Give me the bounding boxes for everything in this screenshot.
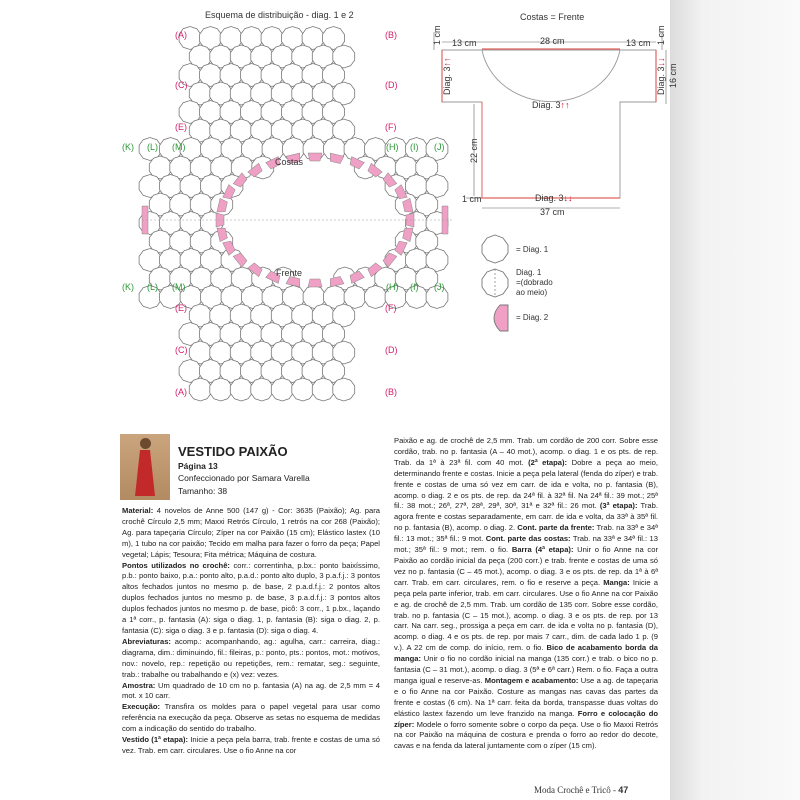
motif-cell [210,378,232,401]
diagram-marker-m: (M) [172,282,186,292]
motif-cell [230,378,252,401]
arrow-down-icon: ↓↓ [656,57,666,67]
motif-cell [189,378,211,401]
page-footer [534,785,628,795]
back-schematic [430,20,670,220]
legend-diag2-symbol [494,305,508,331]
arrow-down-icon: ↓↓ [563,193,573,203]
diagram-marker-j: (J) [434,282,445,292]
diagram-title: Esquema de distribuição - diag. 1 e 2 [205,10,354,20]
measure-1cm-bottom: 1 cm [462,194,482,204]
diagram-marker-k: (K) [122,142,134,152]
instructions-left-column [122,506,380,757]
diagram-label-back: Costas [275,157,304,167]
measure-1cm-left: 1 cm [432,25,442,45]
abbreviations-paragraph: Abreviaturas: acomp.: acompanhando, ag.: agulha, carr.: carreira, diag.: diagrama, dim.: diminuindo, fil.: fileiras, p.: ponto, pts.: pontos, mot.: motivos, nov.: novelo, rep.: repetição ou repetições, rem.: rematar, seg.: seguinte, trab.: trabalhe ou trabalhando e (x) vez: vezes. [122,636,380,679]
execution-paragraph: Execução: Transfira os moldes para o papel vegetal para usar como referência na execução da peça. Observe as setas no esquema de medidas com a indicação do sentido do trabalho. [122,702,380,734]
diag3-right-label: Diag. 3↓↓ [656,57,666,95]
diagram-marker-l: (L) [147,282,158,292]
motif-cell [292,378,314,401]
right-column-text: Paixão e ag. de crochê de 2,5 mm. Trab. um cordão de 200 corr. Sobre esse cordão, trab. no p. fantasia (A – 40 mot.), acomp. o diag. 1 e os pts. de rep. Trab. da 1ª à 23ª fil. com 40 mot. (2ª etapa): Dobre a peça ao meio, determinando frente e costas. Inicie a peça pela lateral (fenda do zíper) e trab. frente e costas de uma só vez em carr. de ida e volta, no p. fantasia (B), acomp. o diag. 2 e os pts. de rep. da 24ª fil. à 32ª fil. Na 24ª fil.: 39 mot.; 25ª fil.: 38 mot.; 26ª, 27ª, 28ª, 29ª, 30ª, 31ª e 32ª fil.: 26 mot. (3ª etapa): Trab. agora frente e costas separadamente, em carr. de ida e volta, da 33ª à 35ª fil. no p. fantasia (B), acomp. o diag. 2. Cont. parte da frente: Trab. na 33ª e 34ª fil.: 13 mot.; 35ª fil.: 9 mot. Cont. parte das costas: Trab. na 33ª e 34ª fil.: 13 mot.; 35ª fil.: 9 mot.; rem. o fio. Barra (4ª etapa): Unir o fio Anne na cor Paixão ao cordão inicial da peça (200 corr.) e trab. frente e costas de uma só vez no p. fantasia (C – 45 mot.), acomp. o diag. 3 e os pts. de rep. da 1ª à 6ª carr. Trab. em carr. circulares, rem. o fio e reserve a peça. Manga: Inicie a peça pela parte inferior, trab. em carr. circulares. Use o fio Anne na cor Paixão e ag. de crochê de 2,5 mm. Trab. um cordão de 135 corr. Sobre esse cordão, trab. no p. fantasia (C – 15 mot.), acomp. o diag. 3 e os pts. de rep. por 13 carr. Na carr. seg., prossiga a peça em carr. de ida e volta no p. fantasia (D), acomp. o diag. 4 e os pts. de rep. por mais 7 carr., dim. de cada lado 1 p. (9 v.). A 22 cm de comp. do início, rem. o fio. Bico de acabamento borda da manga: Unir o fio no cordão inicial na manga (135 corr.) e trab. o bico no p. fantasia (C – 31 mot.), acomp. o diag. 3 (5ª e 6ª carr.) Rem. o fio. Faça a outra manga igual e reserve-as. Montagem e acabamento: Use a ag. de tapeçaria e o fio Anne na cor Paixão. Costure as mangas nas cavas das partes da frente e costas (6 cm). Na 1ª carr. feita da borda, transpasse duas voltas do elástico lastex fazendo um leve franzido na manga. Forro e colocação do zíper: Modele o forro somente sobre o corpo da peça. Use o fio Maxxi Retrós na cor Paixão na máquina de costura e prenda o forro ao redor do decote, cavas e na fenda da lateral juntamente com o zíper (15 cm). [394,436,658,751]
instructions-right-column [394,436,658,752]
motif-distribution-diagram [170,20,460,430]
page-number: 47 [618,785,629,795]
diagram-marker-m: (M) [172,142,186,152]
dress-step1-paragraph: Vestido (1ª etapa): Inicie a peça pela barra, trab. frente e costas de uma só vez. Trab. em carr. circulares. Use o fio Anne na cor [122,735,380,755]
gauge-paragraph: Amostra: Um quadrado de 10 cm no p. fantasia (A) na ag. de 2,5 mm = 4 mot. x 10 carr. [122,680,380,701]
dress-photo [120,434,170,500]
pattern-page: Página 13 [178,461,218,471]
legend-diag1-folded-label [516,268,596,298]
measure-bottom-width: 37 cm [540,207,565,217]
footer-separator: - [613,785,616,795]
legend-folded-line2: =(dobrado [516,278,553,287]
magazine-name: Moda Crochê e Tricô [534,785,611,795]
diagram-marker-f: (F) [385,122,397,132]
arrow-up-icon: ↑↑ [560,100,570,110]
diagram-marker-c: (C) [175,345,188,355]
legend-folded-line3: ao meio) [516,288,548,297]
diagram-marker-i: (I) [410,142,419,152]
arrow-up-icon: ↑↑ [442,57,452,67]
page-gutter [670,0,800,800]
measure-top-left: 13 cm [452,38,477,48]
measure-top-right: 13 cm [626,38,651,48]
diagram-marker-j: (J) [434,142,445,152]
motif-cell [333,378,355,401]
diag3-left-label: Diag. 3↑↑ [442,57,452,95]
diagram-marker-h: (H) [386,282,399,292]
diagram-marker-b: (B) [385,387,397,397]
motif-cell [271,378,293,401]
measure-16cm: 16 cm [668,63,678,88]
motif-cell [312,378,334,401]
diagram-marker-h: (H) [386,142,399,152]
diag3-neck-label: Diag. 3↑↑ [532,100,570,110]
motif-cell [251,378,273,401]
diagram-marker-b: (B) [385,30,397,40]
diagram-marker-l: (L) [147,142,158,152]
diagram-marker-f: (F) [385,303,397,313]
measure-1cm-right: 1 cm [656,25,666,45]
motif-cell [365,286,387,309]
materials-paragraph: Material: 4 novelos de Anne 500 (147 g) - Cor: 3635 (Paixão); Ag. para crochê Círculo 2,5 mm; Maxxi Retrós Círculo, 1 retrós na cor 268 (Paixão); Ag. para tapeçaria Círculo; Zíper na cor Paixão (15 cm); Elástico lastex (10 m), 1 tubo na cor paixão; Tecido em malha para fazer o forro da peça; Papel vegetal; Lápis; Tesoura; Fita métrica; Máquina de costura. [122,506,380,559]
diagram-marker-a: (A) [175,30,187,40]
schematic-title: Costas = Frente [520,12,585,22]
diagram-marker-c: (C) [175,80,188,90]
legend-folded-line1: Diag. 1 [516,268,542,277]
legend-diag1-label: = Diag. 1 [516,245,549,254]
diagram-marker-i: (I) [410,282,419,292]
pattern-title: VESTIDO PAIXÃO [178,444,288,459]
diagram-marker-d: (D) [385,80,398,90]
pattern-author: Confeccionado por Samara Varella [178,473,310,483]
diagram-marker-k: (K) [122,282,134,292]
diagram-marker-e: (E) [175,122,187,132]
pattern-size: Tamanho: 38 [178,486,228,496]
diag3-bottom-label: Diag. 3↓↓ [535,193,573,203]
diagram-label-front: Frente [276,268,303,278]
diagram-marker-d: (D) [385,345,398,355]
measure-22cm: 22 cm [469,138,479,163]
legend-diag1-symbol [482,235,508,263]
legend-diag2-label: = Diag. 2 [516,313,549,322]
diagram-marker-e: (E) [175,303,187,313]
pink-half-motif [308,279,322,287]
stitches-paragraph: Pontos utilizados no crochê: corr.: correntinha, p.bx.: ponto baixíssimo, p.b.: ponto baixo, p.a.: ponto alto, p.a.d.: ponto alto duplo, 3 p.a.f.j.: 3 pontos altos fechados juntos no mesmo p. de base, 2 p.a.d.f.j.: 2 pontos altos duplos fechados juntos no mesmo p. de base, 3 p.a.d.f.j.: 3 pontos altos duplos fechados juntos no mesmo p. de base, picô: 3 corr., 1 p.bx., laçando a 1ª corr., p. fantasia (A): siga o diag. 1, p. fantasia (B): siga o diag. 2, p. fantasia (C): siga o diag. 3 e p. fantasia (D): siga o diag. 4. [122,560,380,635]
pink-half-motif [308,153,322,161]
diagram-marker-a: (A) [175,387,187,397]
measure-top-center: 28 cm [540,36,565,46]
